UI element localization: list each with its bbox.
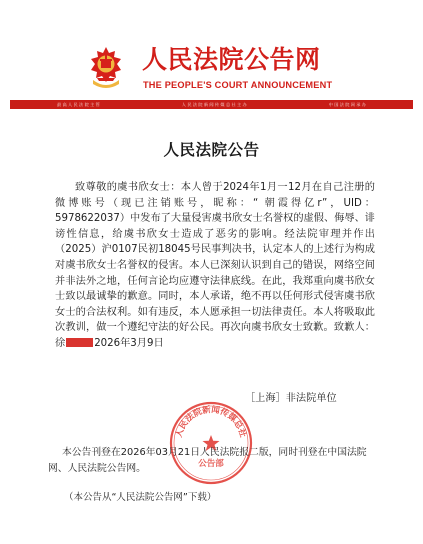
notice-date: 2026年3月9日: [94, 337, 164, 349]
header-band: [10, 100, 413, 109]
download-note: （本公告从“人民法院公告网”下载）: [64, 492, 217, 503]
band-item-supervisor: 最 高 人 民 法 院 主 管: [56, 102, 100, 107]
band-item-sponsor: 人 民 法 院 新 闻 传 媒 总 社 主 办: [181, 102, 247, 107]
site-subtitle: THE PEOPLE'S COURT ANNOUNCEMENT: [143, 80, 333, 90]
notice-signature: ［上海］非法院单位: [245, 393, 337, 404]
band-item-organizer: 中 国 法 院 网 承 办: [328, 102, 366, 107]
site-title: 人民法院公告网: [142, 45, 321, 74]
court-emblem-icon: [88, 46, 124, 88]
redaction-block: [66, 338, 93, 347]
site-header: [0, 0, 423, 116]
svg-text:人民法院新闻传媒总社: 人民法院新闻传媒总社: [174, 405, 248, 439]
notice-body: [55, 180, 375, 352]
notice-body-paragraph: [55, 180, 375, 352]
svg-text:公告部: 公告部: [198, 459, 224, 469]
publication-text: 本公告刊登在2026年03月21日人民法院报二版，同时刊登在中国法院网、人民法院公告网。: [48, 447, 367, 474]
notice-body-text: 致尊敬的虞书欣女士：本人曾于2024年1月一12月在自己注册的微博账号（现已注销账号，昵称：“ 朝霞得亿r”，UID：5978622037）中发布了大量侵害虞书欣女士名誉权的虚假、侮辱、诽谤性信息，给虞书欣女士造成了恶劣的影响。经法院审理并作出（2025）沪0107民初18045号民事判决书，认定本人的上述行为构成对虞书欣女士名誉权的侵害。本人已深刻认识到自己的错误，网络空间并非法外之地，任何言论均应遵守法律底线。在此，我郑重向虞书欣女士致以最诚挚的歉意。同时，本人承诺，绝不再以任何形式侵害虞书欣女士的合法权利。如有违反，本人愿承担一切法律责任。本人将吸取此次教训，做一个遵纪守法的好公民。再次向虞书欣女士致歉。致歉人：徐: [55, 182, 375, 349]
notice-title: 人民法院公告: [163, 141, 260, 159]
publication-info: [48, 445, 383, 476]
